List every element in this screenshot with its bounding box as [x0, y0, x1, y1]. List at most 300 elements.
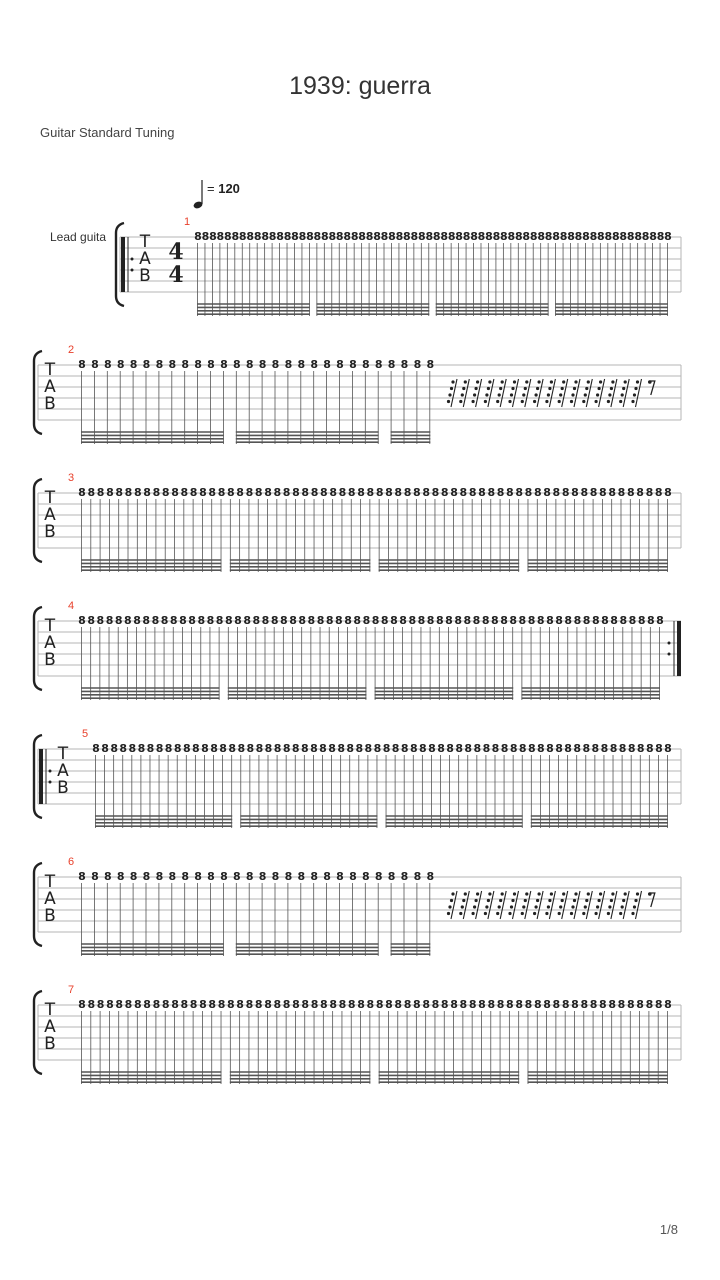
fret-number: 8: [641, 230, 650, 243]
rest-dot: [648, 380, 652, 384]
rest-symbol: [607, 379, 617, 407]
fret-number: 8: [337, 742, 345, 755]
fret-number: 8: [462, 230, 471, 243]
fret-number: 8: [155, 742, 164, 755]
tempo-equals: =: [207, 181, 215, 196]
fret-number: 8: [403, 486, 412, 499]
rest-symbol: [595, 891, 605, 919]
fret-number: 8: [301, 998, 310, 1011]
fret-number: 8: [463, 614, 472, 627]
rest-symbol: [533, 379, 543, 407]
rest-symbol: [484, 379, 494, 407]
fret-number: 8: [189, 486, 198, 499]
measure-number: 2: [68, 344, 75, 356]
fret-number: 8: [496, 486, 505, 499]
fret-number: 8: [636, 486, 644, 499]
fret-number: 8: [128, 742, 137, 755]
fret-number: 8: [365, 230, 374, 243]
fret-number: 8: [515, 486, 524, 499]
rest-symbol: [595, 379, 605, 407]
fret-number: 8: [344, 614, 352, 627]
fret-number: 8: [142, 614, 151, 627]
measure-number: 1: [184, 216, 191, 228]
fret-number: 8: [87, 998, 96, 1011]
fret-number: 8: [232, 870, 241, 883]
fret-number: 8: [634, 230, 642, 243]
fret-number: 8: [313, 230, 322, 243]
fret-number: 8: [366, 998, 375, 1011]
fret-number: 8: [224, 230, 232, 243]
fret-number: 8: [574, 230, 583, 243]
fret-number: 8: [224, 614, 233, 627]
tempo-bpm: 120: [218, 181, 240, 196]
fret-number: 8: [371, 614, 380, 627]
fret-number: 8: [390, 614, 398, 627]
rest-symbol: [570, 891, 580, 919]
track-name: Lead guita: [50, 230, 107, 244]
fret-number: 8: [96, 614, 105, 627]
fret-number: 8: [87, 614, 96, 627]
rest-symbol: [558, 891, 568, 919]
fret-number: 8: [201, 230, 210, 243]
fret-number: 8: [518, 614, 527, 627]
fret-number: 8: [292, 486, 300, 499]
fret-number: 8: [133, 486, 142, 499]
rest-symbol: [447, 379, 457, 407]
fret-number: 8: [573, 614, 582, 627]
fret-number: 8: [496, 998, 505, 1011]
fret-number: 8: [103, 358, 112, 371]
fret-number: 8: [375, 486, 384, 499]
measure-number: 4: [68, 600, 75, 612]
rest-symbol: [545, 891, 555, 919]
fret-number: 8: [284, 870, 293, 883]
fret-number: 8: [336, 358, 344, 371]
fret-number: 8: [347, 998, 356, 1011]
fret-number: 8: [403, 230, 411, 243]
fret-number: 8: [319, 742, 327, 755]
fret-number: 8: [291, 742, 300, 755]
fret-number: 8: [608, 486, 617, 499]
fret-number: 8: [413, 358, 422, 371]
fret-number: 8: [440, 230, 449, 243]
fret-number: 8: [328, 230, 337, 243]
fret-number: 8: [435, 614, 444, 627]
fret-number: 8: [589, 998, 598, 1011]
fret-number: 8: [124, 998, 133, 1011]
fret-number: 8: [194, 358, 202, 371]
fret-number: 8: [394, 486, 403, 499]
tab-clef-b: B: [44, 394, 56, 414]
fret-number: 8: [182, 742, 191, 755]
fret-number: 8: [608, 998, 617, 1011]
fret-number: 8: [522, 230, 531, 243]
fret-number: 8: [323, 870, 331, 883]
tab-clef-b: B: [139, 266, 151, 286]
fret-number: 8: [306, 230, 314, 243]
fret-number: 8: [291, 230, 299, 243]
fret-number: 8: [492, 230, 501, 243]
fret-number: 8: [282, 486, 291, 499]
fret-number: 8: [268, 230, 277, 243]
tab-clef-a: A: [44, 633, 56, 653]
fret-number: 8: [487, 486, 496, 499]
fret-number: 8: [543, 998, 551, 1011]
fret-number: 8: [292, 998, 300, 1011]
fret-number: 8: [655, 742, 663, 755]
fret-number: 8: [160, 614, 169, 627]
fret-number: 8: [500, 614, 508, 627]
fret-number: 8: [168, 358, 177, 371]
fret-number: 8: [143, 486, 151, 499]
fret-number: 8: [604, 230, 613, 243]
fret-number: 8: [254, 998, 263, 1011]
tab-clef-a: A: [44, 505, 56, 525]
fret-number: 8: [226, 486, 235, 499]
fret-number: 8: [582, 230, 590, 243]
tab-clef-t: T: [44, 1000, 56, 1020]
fret-number: 8: [297, 358, 306, 371]
rest-symbol: [521, 891, 531, 919]
fret-number: 8: [129, 870, 138, 883]
fret-number: 8: [197, 614, 206, 627]
fret-number: 8: [335, 230, 344, 243]
fret-number: 8: [329, 486, 337, 499]
measure-number: 6: [68, 856, 75, 868]
fret-number: 8: [656, 230, 665, 243]
fret-number: 8: [422, 998, 430, 1011]
fret-number: 8: [142, 870, 151, 883]
rest-dot: [648, 892, 652, 896]
fret-number: 8: [627, 742, 636, 755]
tab-clef-a: A: [139, 249, 151, 269]
fret-number: 8: [413, 486, 421, 499]
tab-system-4: [0, 596, 720, 716]
tab-system-6: [0, 852, 720, 972]
fret-number: 8: [637, 614, 646, 627]
fret-number: 8: [409, 742, 418, 755]
fret-number: 8: [320, 230, 329, 243]
time-sig-numerator: 4: [168, 239, 184, 265]
fret-number: 8: [385, 486, 393, 499]
fret-number: 8: [373, 230, 381, 243]
fret-number: 8: [209, 230, 217, 243]
fret-number: 8: [459, 998, 468, 1011]
fret-number: 8: [161, 486, 170, 499]
fret-number: 8: [171, 486, 179, 499]
fret-number: 8: [380, 614, 389, 627]
fret-number: 8: [571, 998, 579, 1011]
fret-number: 8: [106, 486, 114, 499]
rest-symbol: [496, 379, 506, 407]
fret-number: 8: [559, 230, 568, 243]
fret-number: 8: [115, 998, 124, 1011]
fret-number: 8: [459, 486, 468, 499]
rest-symbol: [545, 379, 555, 407]
fret-number: 8: [524, 486, 533, 499]
fret-number: 8: [580, 486, 589, 499]
fret-number: 8: [310, 998, 319, 1011]
fret-number: 8: [349, 358, 357, 371]
fret-number: 8: [180, 998, 189, 1011]
fret-number: 8: [601, 614, 609, 627]
fret-number: 8: [258, 358, 267, 371]
fret-number: 8: [231, 230, 240, 243]
fret-number: 8: [454, 614, 462, 627]
fret-number: 8: [626, 998, 635, 1011]
fret-number: 8: [387, 358, 396, 371]
fret-number: 8: [646, 614, 655, 627]
fret-number: 8: [552, 486, 561, 499]
fret-number: 8: [142, 358, 151, 371]
fret-number: 8: [181, 870, 190, 883]
fret-number: 8: [310, 486, 319, 499]
fret-number: 8: [609, 742, 618, 755]
tab-clef-t: T: [139, 232, 151, 252]
fret-number: 8: [323, 358, 331, 371]
fret-number: 8: [155, 870, 164, 883]
fret-number: 8: [527, 742, 536, 755]
fret-number: 8: [582, 742, 591, 755]
fret-number: 8: [78, 358, 86, 371]
rest-symbol: [496, 891, 506, 919]
fret-number: 8: [78, 998, 86, 1011]
fret-number: 8: [270, 614, 279, 627]
fret-number: 8: [282, 998, 291, 1011]
fret-number: 8: [431, 486, 440, 499]
fret-number: 8: [413, 998, 421, 1011]
fret-number: 8: [119, 742, 128, 755]
fret-number: 8: [447, 230, 456, 243]
fret-number: 8: [445, 614, 453, 627]
fret-number: 8: [343, 230, 352, 243]
fret-number: 8: [114, 614, 123, 627]
fret-number: 8: [361, 358, 370, 371]
rest-symbol: [533, 891, 543, 919]
fret-number: 8: [431, 998, 440, 1011]
fret-number: 8: [258, 870, 267, 883]
fret-number: 8: [571, 486, 579, 499]
fret-number: 8: [273, 742, 282, 755]
fret-number: 8: [133, 614, 141, 627]
fret-number: 8: [373, 742, 382, 755]
fret-number: 8: [180, 486, 189, 499]
fret-number: 8: [300, 742, 309, 755]
fret-number: 8: [399, 614, 407, 627]
fret-number: 8: [619, 230, 628, 243]
fret-number: 8: [537, 742, 545, 755]
fret-number: 8: [478, 486, 486, 499]
fret-number: 8: [413, 870, 422, 883]
fret-number: 8: [472, 614, 481, 627]
fret-number: 8: [533, 998, 542, 1011]
fret-number: 8: [591, 742, 600, 755]
fret-number: 8: [580, 998, 589, 1011]
fret-number: 8: [380, 230, 389, 243]
repeat-dot: [49, 770, 52, 773]
fret-number: 8: [440, 486, 449, 499]
fret-number: 8: [325, 614, 334, 627]
rest-symbol: [631, 891, 641, 919]
fret-number: 8: [487, 998, 496, 1011]
fret-number: 8: [491, 742, 500, 755]
fret-number: 8: [536, 614, 545, 627]
fret-number: 8: [464, 742, 473, 755]
tab-clef-t: T: [44, 488, 56, 508]
fret-number: 8: [217, 486, 226, 499]
fret-number: 8: [133, 998, 142, 1011]
rest-symbol: [472, 379, 482, 407]
tab-clef-t: T: [44, 872, 56, 892]
fret-number: 8: [636, 742, 645, 755]
fret-number: 8: [375, 998, 384, 1011]
fret-number: 8: [473, 742, 482, 755]
fret-number: 8: [544, 230, 553, 243]
fret-number: 8: [628, 614, 637, 627]
tab-clef-t: T: [44, 616, 56, 636]
repeat-end-thick: [677, 621, 681, 676]
fret-number: 8: [171, 998, 179, 1011]
fret-number: 8: [96, 486, 105, 499]
measure-number: 7: [68, 984, 75, 996]
fret-number: 8: [387, 870, 396, 883]
fret-number: 8: [394, 998, 403, 1011]
fret-number: 8: [362, 614, 371, 627]
fret-number: 8: [78, 614, 86, 627]
fret-number: 8: [271, 870, 280, 883]
repeat-start-thick: [39, 749, 43, 804]
fret-number: 8: [482, 742, 491, 755]
fret-number: 8: [338, 998, 347, 1011]
fret-number: 8: [395, 230, 404, 243]
fret-number: 8: [552, 230, 560, 243]
tab-system-7: [0, 980, 720, 1100]
fret-number: 8: [546, 614, 554, 627]
fret-number: 8: [320, 486, 328, 499]
tab-clef-a: A: [44, 377, 56, 397]
fret-number: 8: [626, 230, 635, 243]
fret-number: 8: [408, 614, 417, 627]
fret-number: 8: [310, 358, 319, 371]
fret-number: 8: [491, 614, 499, 627]
fret-number: 8: [236, 486, 244, 499]
fret-number: 8: [353, 614, 362, 627]
rest-symbol: [472, 891, 482, 919]
fret-number: 8: [329, 998, 337, 1011]
fret-number: 8: [358, 230, 366, 243]
fret-number: 8: [226, 998, 235, 1011]
fret-number: 8: [428, 742, 436, 755]
fret-number: 8: [357, 486, 365, 499]
tab-clef-b: B: [44, 1034, 56, 1054]
fret-number: 8: [645, 998, 654, 1011]
fret-number: 8: [194, 230, 202, 243]
fret-number: 8: [478, 998, 486, 1011]
fret-number: 8: [591, 614, 600, 627]
fret-number: 8: [455, 230, 463, 243]
rest-symbol: [631, 379, 641, 407]
fret-number: 8: [437, 742, 445, 755]
fret-number: 8: [271, 358, 280, 371]
fret-number: 8: [654, 998, 663, 1011]
fret-number: 8: [245, 358, 254, 371]
fret-number: 8: [273, 486, 282, 499]
fret-number: 8: [143, 998, 151, 1011]
fret-number: 8: [618, 742, 627, 755]
repeat-dot: [668, 642, 671, 645]
fret-number: 8: [374, 870, 383, 883]
fret-number: 8: [617, 998, 626, 1011]
fret-number: 8: [264, 742, 273, 755]
fret-number: 8: [243, 614, 251, 627]
fret-number: 8: [419, 742, 427, 755]
fret-number: 8: [310, 742, 318, 755]
fret-number: 8: [527, 614, 536, 627]
fret-number: 8: [514, 230, 523, 243]
fret-number: 8: [289, 614, 297, 627]
tab-clef-b: B: [57, 778, 69, 798]
fret-number: 8: [115, 486, 124, 499]
fret-number: 8: [664, 486, 672, 499]
fret-number: 8: [426, 358, 435, 371]
fret-number: 8: [555, 614, 563, 627]
fret-number: 8: [237, 742, 246, 755]
measure-number: 3: [68, 472, 75, 484]
fret-number: 8: [101, 742, 109, 755]
fret-number: 8: [374, 358, 383, 371]
fret-number: 8: [297, 870, 306, 883]
fret-number: 8: [103, 870, 112, 883]
fret-number: 8: [564, 614, 573, 627]
fret-number: 8: [87, 486, 96, 499]
fret-number: 8: [561, 486, 570, 499]
fret-number: 8: [518, 742, 527, 755]
score-title: 1939: guerra: [289, 72, 431, 100]
fret-number: 8: [610, 614, 618, 627]
fret-number: 8: [552, 998, 561, 1011]
fret-number: 8: [336, 870, 344, 883]
fret-number: 8: [276, 230, 284, 243]
fret-number: 8: [124, 614, 132, 627]
fret-number: 8: [364, 742, 373, 755]
fret-number: 8: [446, 742, 454, 755]
fret-number: 8: [346, 742, 355, 755]
fret-number: 8: [194, 870, 202, 883]
fret-number: 8: [589, 486, 598, 499]
rest-symbol: [484, 891, 494, 919]
fret-number: 8: [215, 614, 224, 627]
fret-number: 8: [589, 230, 598, 243]
fret-number: 8: [298, 230, 307, 243]
fret-number: 8: [255, 742, 264, 755]
tab-clef-a: A: [44, 1017, 56, 1037]
fret-number: 8: [236, 998, 244, 1011]
page-number: 1/8: [659, 1222, 678, 1237]
fret-number: 8: [515, 998, 524, 1011]
fret-number: 8: [307, 614, 316, 627]
fret-number: 8: [206, 614, 215, 627]
fret-number: 8: [656, 614, 664, 627]
fret-number: 8: [561, 998, 570, 1011]
fret-number: 8: [422, 486, 430, 499]
tuning-label: Guitar Standard Tuning: [40, 125, 175, 140]
fret-number: 8: [246, 742, 255, 755]
fret-number: 8: [417, 614, 426, 627]
fret-number: 8: [189, 998, 198, 1011]
rest-symbol: [508, 891, 518, 919]
tab-clef-t: T: [57, 744, 69, 764]
fret-number: 8: [388, 230, 396, 243]
